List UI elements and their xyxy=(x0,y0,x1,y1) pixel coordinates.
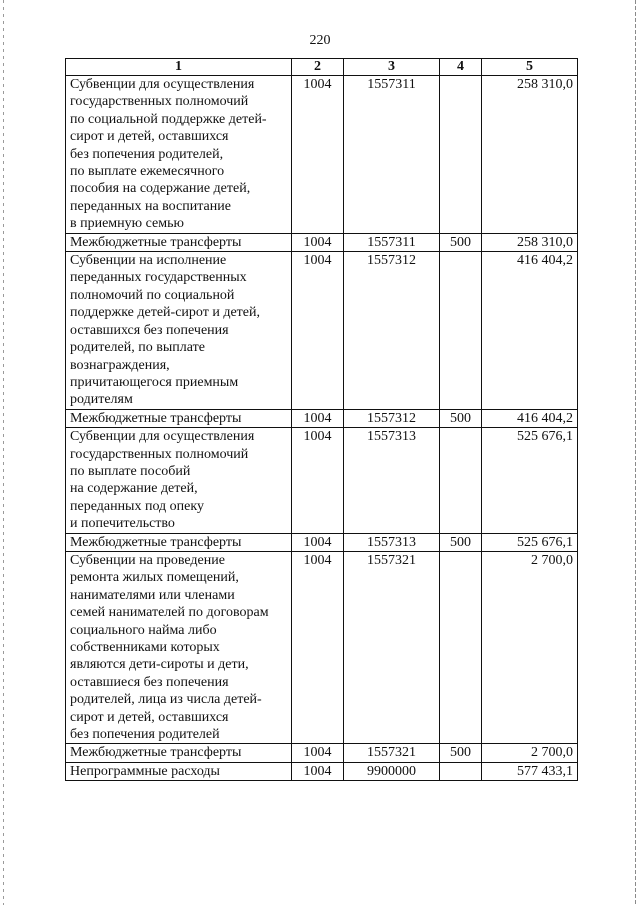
description-line: по социальной поддержке детей- xyxy=(70,111,267,127)
description-line: в приемную семью xyxy=(70,216,184,232)
row-description xyxy=(66,233,292,251)
description-line: без попечения родителей, xyxy=(70,146,224,162)
description-line: родителей, по выплате xyxy=(70,340,205,356)
row-expense-type xyxy=(440,551,482,743)
row-section-code: 1004 xyxy=(292,252,344,410)
description-line: Субвенции для осуществления xyxy=(70,77,255,92)
row-description xyxy=(66,428,292,533)
description-line: Межбюджетные трансферты xyxy=(70,745,242,761)
table-row xyxy=(66,551,578,743)
description-line: вознаграждения, xyxy=(70,357,170,373)
description-line: пособия на содержание детей, xyxy=(70,181,251,197)
description-line: и попечительство xyxy=(70,516,175,532)
table-row xyxy=(66,233,578,251)
row-expense-type: 500 xyxy=(440,744,482,762)
row-section-code: 1004 xyxy=(292,533,344,551)
header-col-4: 4 xyxy=(440,59,482,76)
scan-edge-left xyxy=(3,0,4,905)
description-line: по выплате ежемесячного xyxy=(70,164,225,180)
row-section-code: 1004 xyxy=(292,551,344,743)
description-line: Субвенции для осуществления xyxy=(70,429,255,445)
row-expense-type xyxy=(440,428,482,533)
row-expense-type: 500 xyxy=(440,409,482,427)
description-line: государственных полномочий xyxy=(70,94,249,110)
description-line: поддержке детей-сирот и детей, xyxy=(70,305,261,321)
page-number: 220 xyxy=(309,33,331,48)
row-target-code: 1557321 xyxy=(344,551,440,743)
row-expense-type xyxy=(440,762,482,780)
description-line: Субвенции на исполнение xyxy=(70,253,227,269)
row-amount: 416 404,2 xyxy=(482,252,578,410)
row-section-code: 1004 xyxy=(292,744,344,762)
table-header-row xyxy=(66,59,578,76)
row-target-code: 1557312 xyxy=(344,409,440,427)
description-line: собственниками которых xyxy=(70,640,220,655)
row-expense-type xyxy=(440,76,482,234)
row-target-code: 9900000 xyxy=(344,762,440,780)
table-row xyxy=(66,744,578,762)
row-description xyxy=(66,409,292,427)
description-line: без попечения родителей xyxy=(70,727,220,743)
description-line: полномочий по социальной xyxy=(70,287,235,303)
table-row xyxy=(66,762,578,780)
description-line: государственных полномочий xyxy=(70,446,249,462)
row-description xyxy=(66,744,292,762)
description-line: сирот и детей, оставшихся xyxy=(70,129,229,145)
row-description xyxy=(66,551,292,743)
table-row xyxy=(66,533,578,551)
description-line: Межбюджетные трансферты xyxy=(70,534,242,550)
row-section-code: 1004 xyxy=(292,409,344,427)
description-line: являются дети-сироты и дети, xyxy=(70,657,249,673)
header-col-2: 2 xyxy=(292,59,344,76)
header-col-1: 1 xyxy=(66,59,292,76)
description-line: ремонта жилых помещений, xyxy=(70,570,239,586)
row-description xyxy=(66,533,292,551)
row-target-code: 1557321 xyxy=(344,744,440,762)
description-line: оставшиеся без попечения xyxy=(70,674,229,690)
description-line: переданных на воспитание xyxy=(70,198,231,214)
row-amount: 525 676,1 xyxy=(482,533,578,551)
description-line: родителям xyxy=(70,392,133,408)
description-line: семей нанимателей по договорам xyxy=(70,605,269,621)
description-line: по выплате пособий xyxy=(70,463,191,479)
table-row xyxy=(66,252,578,410)
row-section-code: 1004 xyxy=(292,76,344,234)
row-description xyxy=(66,76,292,234)
scan-edge-right xyxy=(635,0,636,905)
row-amount: 258 310,0 xyxy=(482,233,578,251)
row-description xyxy=(66,252,292,410)
row-expense-type: 500 xyxy=(440,233,482,251)
row-section-code: 1004 xyxy=(292,762,344,780)
row-target-code: 1557311 xyxy=(344,233,440,251)
row-target-code: 1557313 xyxy=(344,428,440,533)
description-line: оставшихся без попечения xyxy=(70,322,229,338)
row-amount: 416 404,2 xyxy=(482,409,578,427)
description-line: нанимателями или членами xyxy=(70,587,235,603)
budget-table xyxy=(65,58,578,781)
description-line: на содержание детей, xyxy=(70,481,198,497)
description-line: причитающегося приемным xyxy=(70,374,239,390)
row-section-code: 1004 xyxy=(292,428,344,533)
header-col-5: 5 xyxy=(482,59,578,76)
row-target-code: 1557312 xyxy=(344,252,440,410)
description-line: Субвенции на проведение xyxy=(70,552,225,568)
row-target-code: 1557313 xyxy=(344,533,440,551)
row-expense-type xyxy=(440,252,482,410)
row-amount: 2 700,0 xyxy=(482,744,578,762)
description-line: Непрограммные расходы xyxy=(70,763,220,779)
row-amount: 577 433,1 xyxy=(482,762,578,780)
table-row xyxy=(66,428,578,533)
description-line: переданных под опеку xyxy=(70,498,204,514)
table-row xyxy=(66,76,578,234)
description-line: социального найма либо xyxy=(70,622,217,638)
description-line: Межбюджетные трансферты xyxy=(70,234,242,250)
row-amount: 525 676,1 xyxy=(482,428,578,533)
description-line: родителей, лица из числа детей- xyxy=(70,692,262,708)
row-expense-type: 500 xyxy=(440,533,482,551)
table-row xyxy=(66,409,578,427)
row-target-code: 1557311 xyxy=(344,76,440,234)
table-body xyxy=(66,76,578,781)
description-line: переданных государственных xyxy=(70,270,247,286)
row-amount: 2 700,0 xyxy=(482,551,578,743)
row-section-code: 1004 xyxy=(292,233,344,251)
header-col-3: 3 xyxy=(344,59,440,76)
row-description xyxy=(66,762,292,780)
row-amount: 258 310,0 xyxy=(482,76,578,234)
description-line: Межбюджетные трансферты xyxy=(70,410,242,426)
description-line: сирот и детей, оставшихся xyxy=(70,709,229,725)
